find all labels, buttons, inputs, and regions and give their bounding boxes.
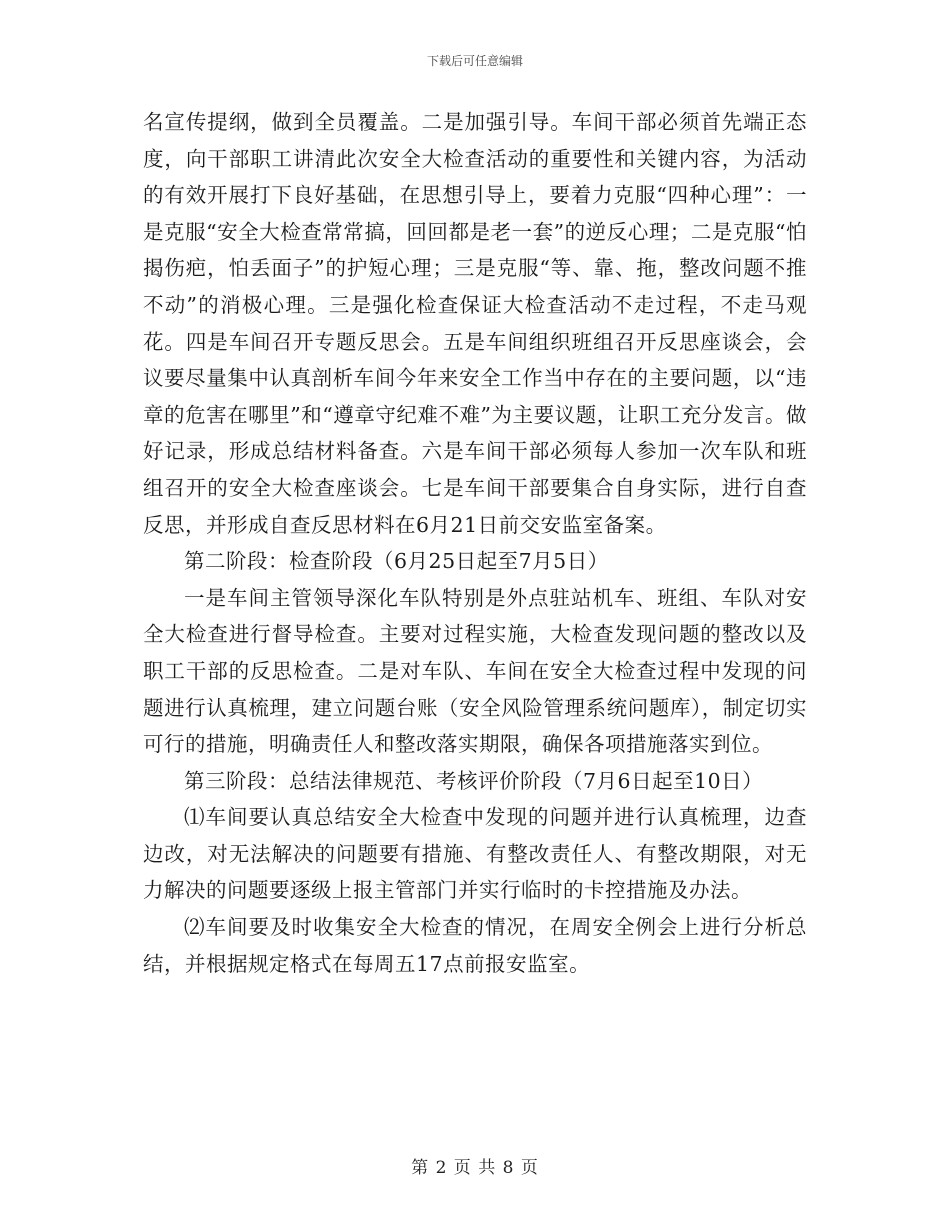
page-number: 第 2 页 共 8 页 xyxy=(411,1158,539,1178)
section-heading-stage-2: 第二阶段：检查阶段（6月25日起至7月5日） xyxy=(184,549,609,574)
section-heading-stage-3: 第三阶段：总结法律规范、考核评价阶段（7月6日起至10日） xyxy=(184,768,764,793)
paragraph-continuation: 名宣传提纲，做到全员覆盖。二是加强引导。车间干部必须首先端正态度，向干部职工讲清此次安全大检查活动的重要性和关键内容，为活动的有效开展打下良好基础，在思想引导上，要着力克服“四种心理”：一是克服“安全大检查常常搞，回回都是老一套”的逆反心理；二是克服“怕揭伤疤，怕丢面子”的护短心理；三是克服“等、靠、拖，整改问题不推不动”的消极心理。三是强化检查保证大检查活动不走过程，不走马观花。四是车间召开专题反思会。五是车间组织班组召开反思座谈会，会议要尽量集中认真剖析车间今年来安全工作当中存在的主要问题，以“违章的危害在哪里”和“遵章守纪难不难”为主要议题，让职工充分发言。做好记录，形成总结材料备查。六是车间干部必须每人参加一次车队和班组召开的安全大检查座谈会。七是车间干部要集合自身实际，进行自查反思，并形成自查反思材料在6月21日前交安监室备案。 xyxy=(143,110,807,537)
paragraph-stage-3-item-2: ⑵车间要及时收集安全大检查的情况，在周安全例会上进行分析总结，并根据规定格式在每周五17点前报安监室。 xyxy=(143,915,807,976)
paragraph-stage-2-body: 一是车间主管领导深化车队特别是外点驻站机车、班组、车队对安全大检查进行督导检查。主要对过程实施，大检查发现问题的整改以及职工干部的反思检查。二是对车队、车间在安全大检查过程中发现的问题进行认真梳理，建立问题台账（安全风险管理系统问题库），制定切实可行的措施，明确责任人和整改落实期限，确保各项措施落实到位。 xyxy=(143,585,807,757)
document-body xyxy=(143,104,807,982)
paragraph-stage-3-item-1: ⑴车间要认真总结安全大检查中发现的问题并进行认真梳理，边查边改，对无法解决的问题要有措施、有整改责任人、有整改期限，对无力解决的问题要逐级上报主管部门并实行临时的卡控措施及办法。 xyxy=(143,805,807,903)
page-header: 下载后可任意编辑 xyxy=(426,54,523,68)
